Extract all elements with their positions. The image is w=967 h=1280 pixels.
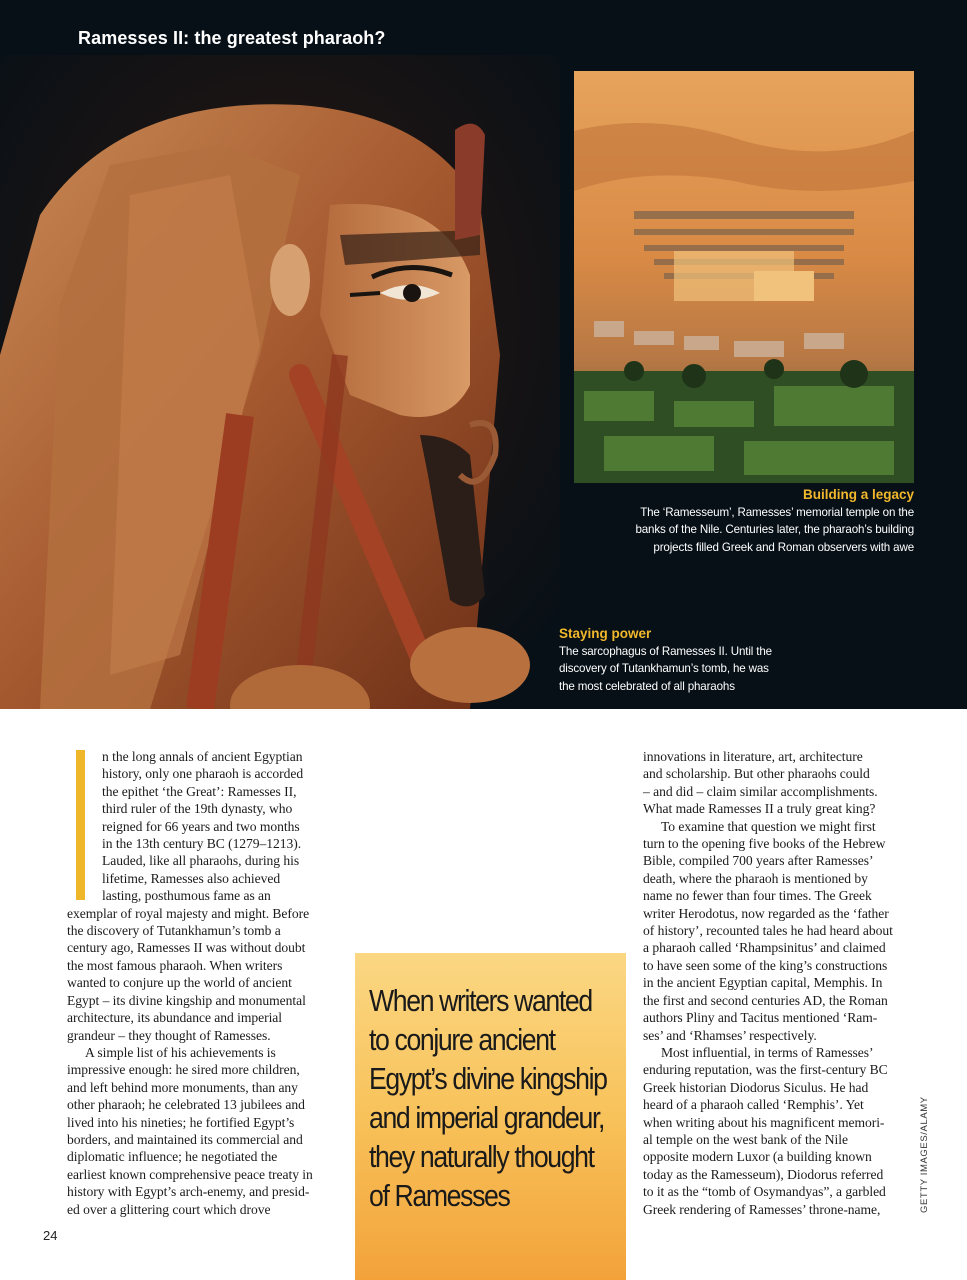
body-line: other pharaoh; he celebrated 13 jubilees and [67, 1097, 305, 1113]
body-line: and left behind more monuments, than any [67, 1079, 298, 1095]
body-line: To examine that question we might first [661, 818, 876, 834]
body-line: exemplar of royal majesty and might. Before [67, 905, 310, 921]
pull-quote-box [355, 953, 626, 1280]
pull-quote-line: and imperial grandeur, [369, 1100, 605, 1135]
photo-credit: GETTY IMAGES/ALAMY [919, 1096, 930, 1213]
body-line: lived into his nineties; he fortified Egypt’s [67, 1114, 295, 1130]
body-line: opposite modern Luxor (a building known [643, 1149, 872, 1165]
body-line: Most influential, in terms of Ramesses’ [661, 1044, 874, 1060]
body-line: turn to the opening five books of the Hebrew [643, 836, 886, 852]
body-line: innovations in literature, art, architecture [643, 749, 863, 764]
body-line: – and did – claim similar accomplishments. [643, 783, 878, 799]
caption-line: projects filled Greek and Roman observers with awe [653, 540, 914, 554]
body-line: earliest known comprehensive peace treaty in [67, 1166, 313, 1182]
caption-body [559, 643, 799, 695]
body-line: writer Herodotus, now regarded as the ‘father [643, 905, 889, 921]
caption-line: discovery of Tutankhamun’s tomb, he was [559, 662, 769, 676]
page-title: Ramesses II: the greatest pharaoh? [78, 28, 386, 48]
pull-quote-line: of Ramesses [369, 1178, 510, 1213]
ramesseum-aerial-photo [574, 71, 914, 483]
caption-line: the most celebrated of all pharaohs [559, 679, 735, 693]
pull-quote-line: they naturally thought [369, 1139, 594, 1174]
body-line: lifetime, Ramesses also achieved [102, 870, 281, 886]
page-number: 24 [43, 1228, 58, 1243]
body-line: the epithet ‘the Great’: Ramesses II, [102, 783, 297, 799]
pull-quote-line: Egypt’s divine kingship [369, 1061, 607, 1096]
body-line: death, where the pharaoh is mentioned by [643, 870, 868, 886]
body-line: of history’, recounted tales he had heard about [643, 923, 893, 939]
body-line: history with Egypt’s arch-enemy, and presid- [67, 1184, 310, 1200]
body-line: Greek rendering of Ramesses’ throne-name, [643, 1201, 881, 1217]
body-line: impressive enough: he sired more children, [67, 1062, 300, 1078]
body-line: al temple on the west bank of the Nile [643, 1131, 848, 1147]
body-line: third ruler of the 19th dynasty, who [102, 801, 293, 817]
body-line: ses’ and ‘Rhamses’ respectively. [643, 1027, 817, 1043]
pull-quote-line: to conjure ancient [369, 1022, 555, 1057]
body-line: n the long annals of ancient Egyptian [102, 749, 303, 764]
body-column-right [643, 748, 915, 1218]
body-line: lasting, posthumous fame as an [102, 888, 271, 904]
body-line: diplomatic influence; he negotiated the [67, 1149, 278, 1165]
body-line: Bible, compiled 700 years after Ramesses’ [643, 853, 874, 869]
body-line: authors Pliny and Tacitus mentioned ‘Ram- [643, 1010, 878, 1026]
body-line: century ago, Ramesses II was without doubt [67, 940, 306, 956]
pull-quote-text [369, 981, 618, 1215]
body-line: ed over a glittering court which drove [67, 1201, 271, 1217]
caption-heading: Building a legacy [802, 487, 914, 502]
body-line: heard of a pharaoh called ‘Remphis’. Yet [643, 1097, 864, 1113]
body-line: to have seen some of the king’s constructions [643, 957, 888, 973]
caption-heading: Staying power [559, 626, 652, 641]
caption-line: The sarcophagus of Ramesses II. Until the [559, 645, 772, 658]
body-line: the first and second centuries AD, the Roman [643, 992, 888, 1008]
body-line: borders, and maintained its commercial and [67, 1131, 303, 1147]
body-line: A simple list of his achievements is [85, 1044, 276, 1060]
body-line: the discovery of Tutankhamun’s tomb a [67, 923, 281, 939]
body-line: and scholarship. But other pharaohs could [643, 766, 870, 782]
body-line: in the 13th century BC (1279–1213). [102, 836, 302, 852]
body-line: Greek historian Diodorus Siculus. He had [643, 1079, 869, 1095]
body-column-left [67, 748, 337, 1218]
body-line: grandeur – they thought of Ramesses. [67, 1027, 271, 1043]
pull-quote-line: When writers wanted [369, 983, 592, 1018]
body-line: a pharaoh called ‘Rhampsinitus’ and claimed [643, 940, 886, 956]
body-line: the most famous pharaoh. When writers [67, 957, 283, 973]
caption-staying-power [559, 626, 799, 695]
body-line: history, only one pharaoh is accorded [102, 766, 304, 782]
body-line: Egypt – its divine kingship and monumental [67, 992, 306, 1008]
body-line: in the ancient Egyptian capital, Memphis. In [643, 975, 883, 991]
body-line: architecture, its abundance and imperial [67, 1010, 283, 1026]
body-line: name no fewer than four times. The Greek [643, 888, 872, 904]
body-line: enduring reputation, was the first-century BC [643, 1062, 888, 1078]
caption-body [614, 504, 914, 556]
body-line: when writing about his magnificent memori- [643, 1114, 885, 1130]
body-line: What made Ramesses II a truly great king? [643, 801, 876, 817]
caption-line: The ‘Ramesseum’, Ramesses’ memorial temple on the [640, 506, 914, 519]
body-line: reigned for 66 years and two months [102, 818, 300, 834]
body-line: Lauded, like all pharaohs, during his [102, 853, 300, 869]
body-line: today as the Ramesseum), Diodorus referred [643, 1166, 884, 1182]
caption-building-a-legacy [614, 487, 914, 556]
body-line: to it as the “tomb of Osymandyas”, a garbled [643, 1184, 886, 1200]
sarcophagus-photo [0, 55, 560, 709]
caption-line: banks of the Nile. Centuries later, the pharaoh’s building [635, 523, 914, 537]
body-line: wanted to conjure up the world of ancient [67, 975, 292, 991]
